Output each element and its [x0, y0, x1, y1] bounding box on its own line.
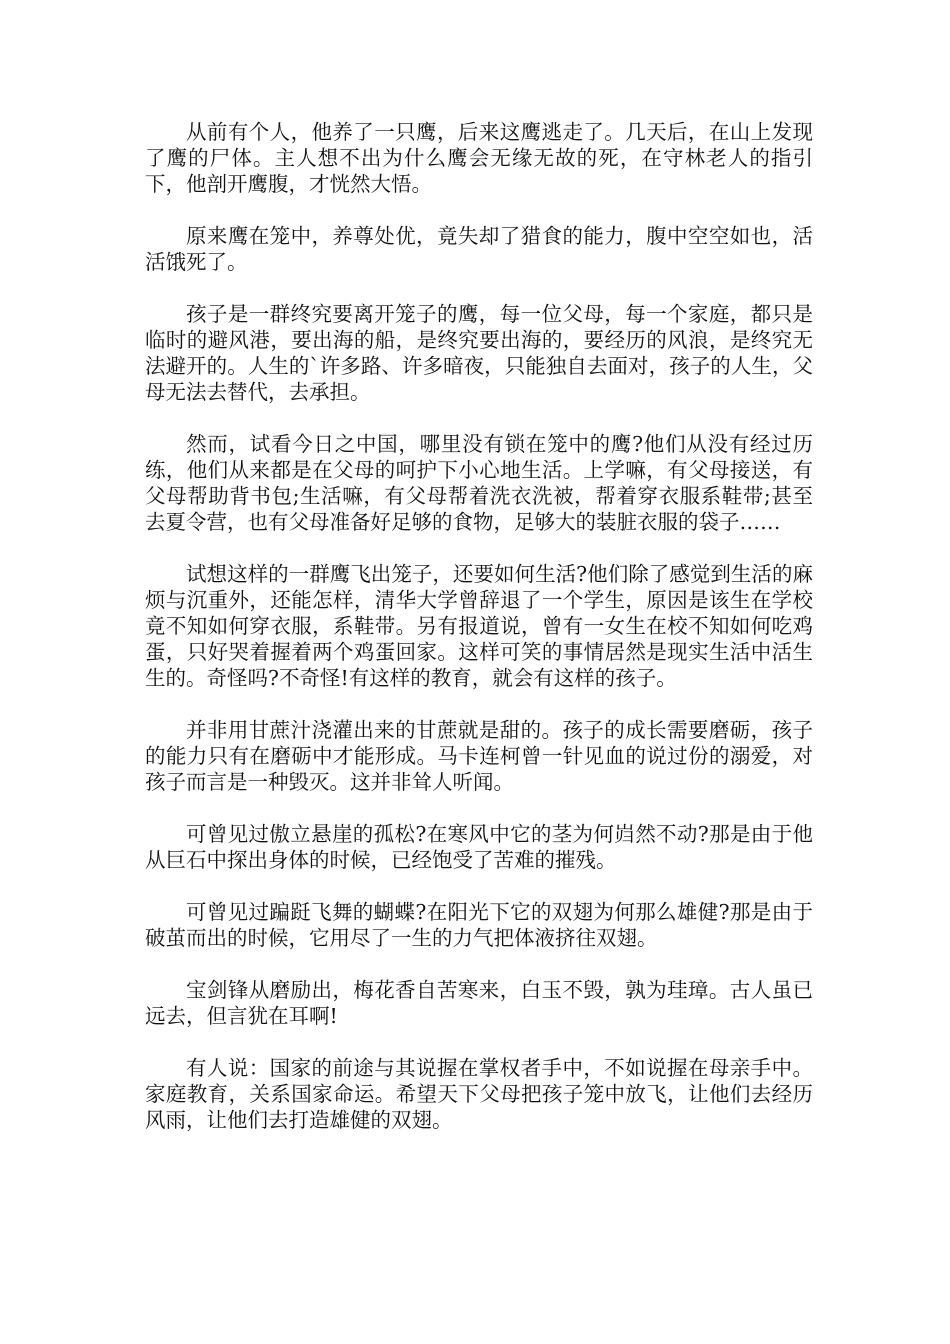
paragraph-1: 从前有个人，他养了一只鹰，后来这鹰逃走了。几天后，在山上发现了鹰的尸体。主人想不出为什么鹰会无缘无故的死，在守林老人的指引下，他剖开鹰腹，才恍然大悟。 — [145, 120, 813, 196]
paragraph-4: 然而，试看今日之中国，哪里没有锁在笼中的鹰?他们从没有经过历练，他们从来都是在父母的呵护下小心地生活。上学嘛，有父母接送，有父母帮助背书包;生活嘛，有父母帮着洗衣洗被，帮着穿衣服系鞋带;甚至去夏令营，也有父母准备好足够的食物，足够大的装脏衣服的袋子…… — [145, 432, 813, 534]
paragraph-3: 孩子是一群终究要离开笼子的鹰，每一位父母，每一个家庭，都只是临时的避风港，要出海的船，是终究要出海的，要经历的风浪，是终究无法避开的。人生的`许多路、许多暗夜，只能独自去面对，孩子的人生，父母无法去替代，去承担。 — [145, 302, 813, 404]
paragraph-6: 并非用甘蔗汁浇灌出来的甘蔗就是甜的。孩子的成长需要磨砺，孩子的能力只有在磨砺中才能形成。马卡连柯曾一针见血的说过份的溺爱，对孩子而言是一种毁灭。这并非耸人听闻。 — [145, 718, 813, 794]
paragraph-5: 试想这样的一群鹰飞出笼子，还要如何生活?他们除了感觉到生活的麻烦与沉重外，还能怎样，清华大学曾辞退了一个学生，原因是该生在学校竟不知如何穿衣服，系鞋带。另有报道说，曾有一女生在校不知如何吃鸡蛋，只好哭着握着两个鸡蛋回家。这样可笑的事情居然是现实生活中活生生的。奇怪吗?不奇怪!有这样的教育，就会有这样的孩子。 — [145, 562, 813, 690]
paragraph-8: 可曾见过蹁跹飞舞的蝴蝶?在阳光下它的双翅为何那么雄健?那是由于破茧而出的时候，它用尽了一生的力气把体液挤往双翅。 — [145, 900, 813, 950]
paragraph-10: 有人说：国家的前途与其说握在掌权者手中，不如说握在母亲手中。家庭教育，关系国家命运。希望天下父母把孩子笼中放飞，让他们去经历风雨，让他们去打造雄健的双翅。 — [145, 1056, 813, 1132]
document-body — [145, 119, 813, 1159]
paragraph-7: 可曾见过傲立悬崖的孤松?在寒风中它的茎为何岿然不动?那是由于他从巨石中探出身体的时候，已经饱受了苦难的摧残。 — [145, 822, 813, 872]
paragraph-9: 宝剑锋从磨励出，梅花香自苦寒来，白玉不毁，孰为珪璋。古人虽已远去，但言犹在耳啊! — [145, 978, 813, 1028]
paragraph-2: 原来鹰在笼中，养尊处优，竟失却了猎食的能力，腹中空空如也，活活饿死了。 — [145, 224, 813, 274]
